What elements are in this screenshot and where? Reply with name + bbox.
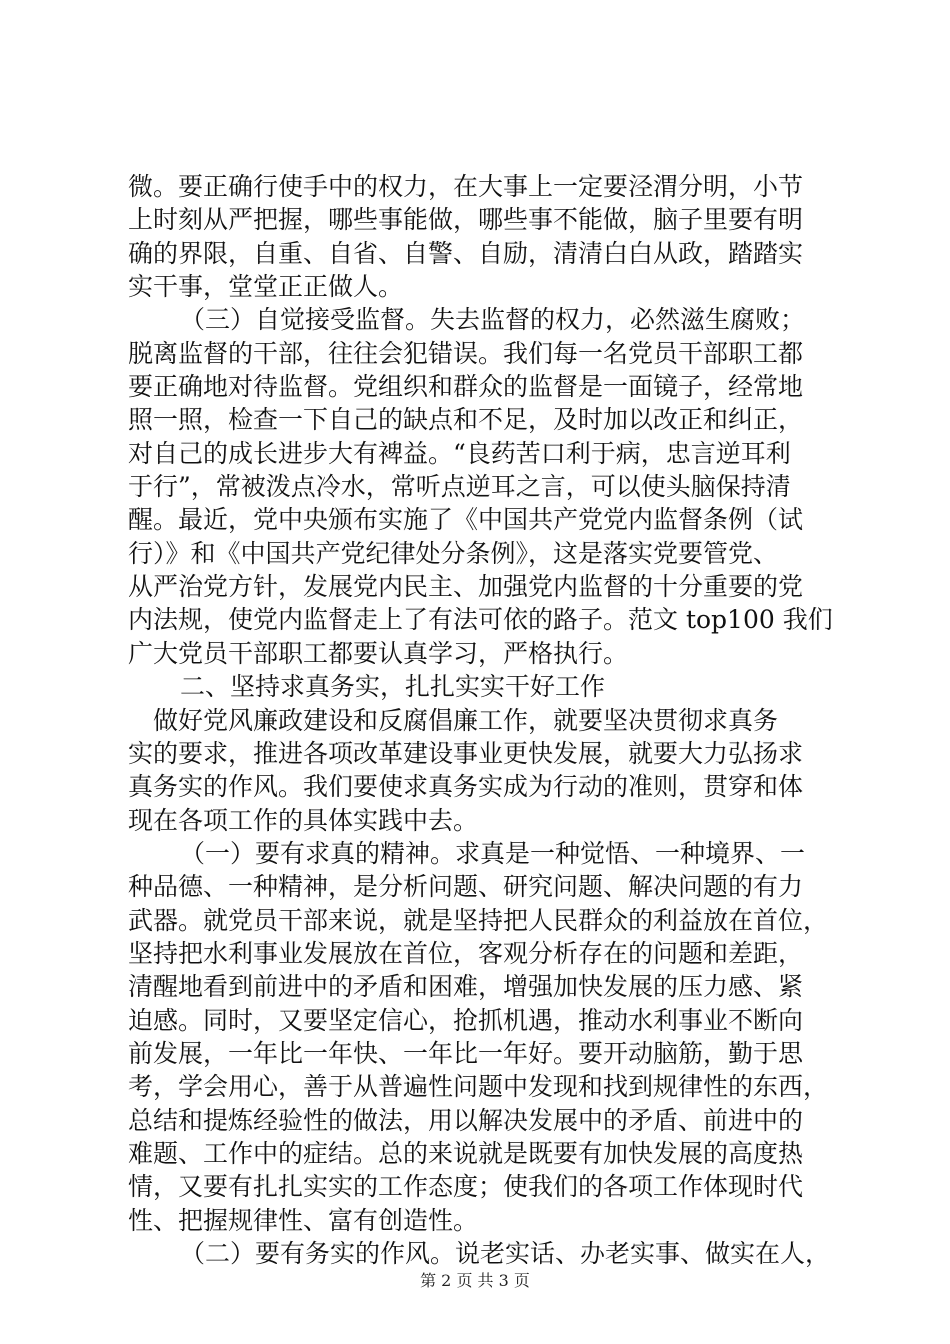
text-line: 行）》和《中国共产党纪律处分条例》，这是落实党要管党、 xyxy=(128,538,779,568)
text-line: 广大党员干部职工都要认真学习，严格执行。 xyxy=(128,638,629,668)
text-line: 脱离监督的干部，往往会犯错误。我们每一名党员干部职工都 xyxy=(128,338,804,368)
paragraph-start: 做好党风廉政建设和反腐倡廉工作，就要坚决贯彻求真务 xyxy=(153,705,779,735)
text-line: 坚持把水利事业发展放在首位，客观分析存在的问题和差距， xyxy=(128,938,804,968)
text-line: 真务实的作风。我们要使求真务实成为行动的准则，贯穿和体 xyxy=(128,772,804,802)
text-line: 难题、工作中的症结。总的来说就是既要有加快发展的高度热 xyxy=(128,1138,804,1168)
text-line: 武器。就党员干部来说，就是坚持把人民群众的利益放在首位， xyxy=(128,905,829,935)
body-text xyxy=(128,170,833,1270)
text-line: 内法规，使党内监督走上了有法可依的路子。范文 top100 我们 xyxy=(128,605,833,635)
text-line: 确的界限，自重、自省、自警、自励，清清白白从政，踏踏实 xyxy=(128,238,804,268)
text-line: 实的要求，推进各项改革建设事业更快发展，就要大力弘扬求 xyxy=(128,738,804,768)
text-line: 考，学会用心，善于从普遍性问题中发现和找到规律性的东西， xyxy=(128,1072,829,1102)
text-line: 性、把握规律性、富有创造性。 xyxy=(128,1205,479,1235)
section-heading: （二）要有务实的作风。说老实话、办老实事、做实在人， xyxy=(180,1239,831,1268)
page-footer: 第 2 页 共 3 页 xyxy=(420,1271,530,1290)
text-line: 上时刻从严把握，哪些事能做，哪些事不能做，脑子里要有明 xyxy=(128,205,804,235)
text-line: 种品德、一种精神，是分析问题、研究问题、解决问题的有力 xyxy=(128,872,804,902)
text-line: 醒。最近，党中央颁布实施了《中国共产党党内监督条例（试 xyxy=(128,505,804,535)
section-heading: 二、坚持求真务实，扎扎实实干好工作 xyxy=(180,672,606,702)
text-line: 情，又要有扎扎实实的工作态度；使我们的各项工作体现时代 xyxy=(128,1172,804,1202)
text-line: 照一照，检查一下自己的缺点和不足，及时加以改正和纠正， xyxy=(128,405,804,435)
section-heading: （三）自觉接受监督。失去监督的权力，必然滋生腐败； xyxy=(180,305,806,335)
text-line: 现在各项工作的具体实践中去。 xyxy=(128,805,479,835)
text-line: 于行”，常被泼点冷水，常听点逆耳之言，可以使头脑保持清 xyxy=(128,472,791,502)
text-line: 总结和提炼经验性的做法，用以解决发展中的矛盾、前进中的 xyxy=(128,1105,804,1135)
text-line: 微。要正确行使手中的权力，在大事上一定要泾渭分明，小节 xyxy=(128,172,804,201)
section-heading: （一）要有求真的精神。求真是一种觉悟、一种境界、一 xyxy=(180,838,806,868)
text-line: 前发展，一年比一年快、一年比一年好。要开动脑筋，勤于思 xyxy=(128,1038,804,1068)
text-line: 迫感。同时，又要坚定信心，抢抓机遇，推动水利事业不断向 xyxy=(128,1005,804,1035)
text-line: 从严治党方针，发展党内民主、加强党内监督的十分重要的党 xyxy=(128,572,804,602)
text-line: 实干事，堂堂正正做人。 xyxy=(128,272,404,302)
text-line: 清醒地看到前进中的矛盾和困难，增强加快发展的压力感、紧 xyxy=(128,972,804,1002)
text-line: 要正确地对待监督。党组织和群众的监督是一面镜子，经常地 xyxy=(128,372,804,402)
text-line: 对自己的成长进步大有裨益。“良药苦口利于病，忠言逆耳利 xyxy=(128,438,791,468)
